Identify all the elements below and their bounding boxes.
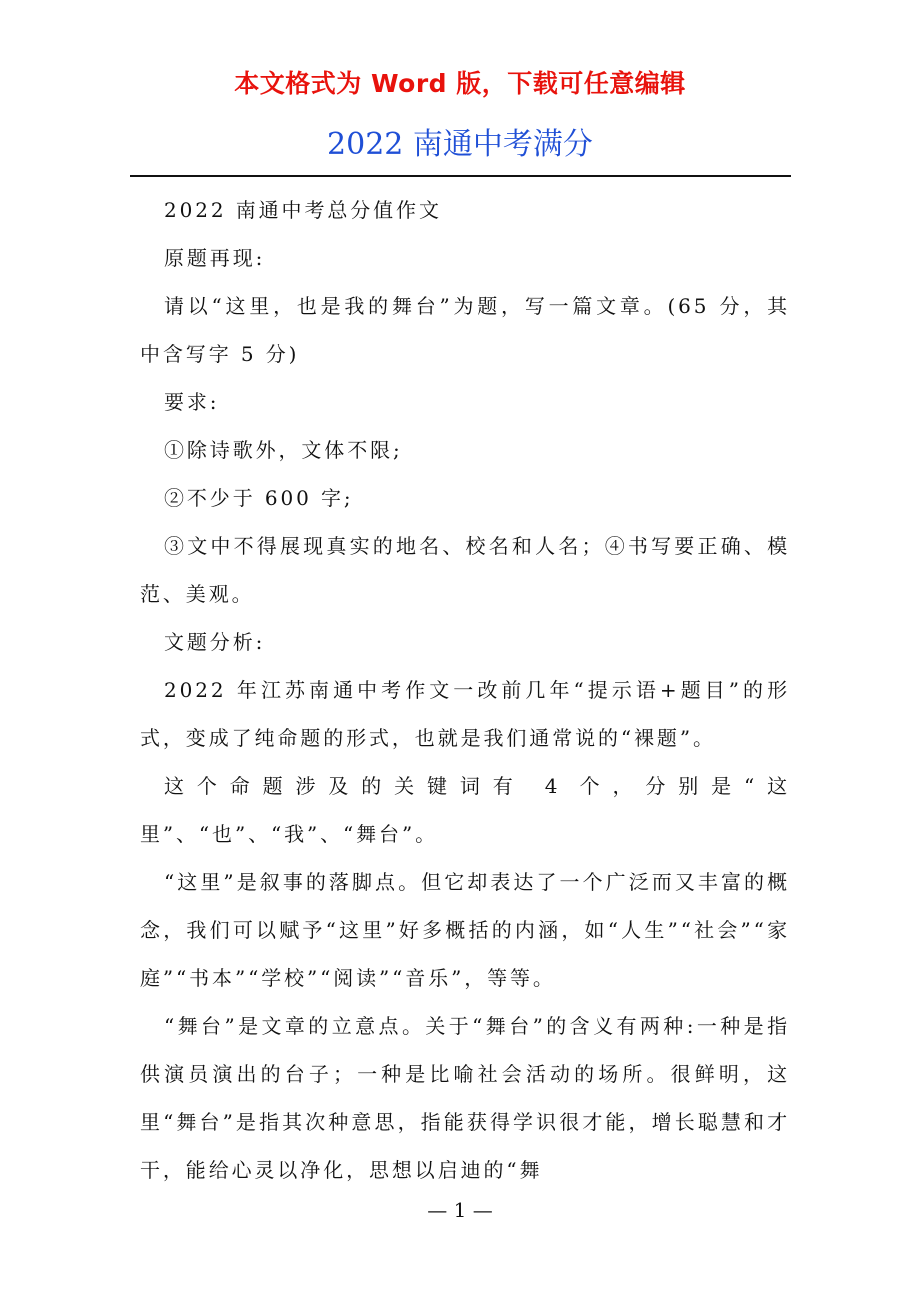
- section-original-question: 原题再现:: [164, 246, 266, 270]
- question-prompt: 请以“这里，也是我的舞台”为题，写一篇文章。(65 分，其中含写字 5 分): [140, 294, 790, 366]
- analysis-paragraph: 2022 年江苏南通中考作文一改前几年“提示语+题目”的形式，变成了纯命题的形式，也就是我们通常说的“裸题”。: [140, 678, 790, 750]
- header-divider: [130, 175, 791, 177]
- essay-heading: 2022 南通中考总分值作文: [164, 198, 442, 222]
- format-notice: 本文格式为 Word 版，下载可任意编辑: [234, 69, 686, 98]
- page-number: — 1 —: [427, 1198, 493, 1222]
- analysis-paragraph: “这里”是叙事的落脚点。但它却表达了一个广泛而又丰富的概念，我们可以赋予“这里”好多概括的内涵，如“人生”“社会”“家庭”“书本”“学校”“阅读”“音乐”，等等。: [140, 870, 790, 990]
- page-title: 2022 南通中考满分: [327, 127, 593, 162]
- section-analysis: 文题分析:: [164, 630, 266, 654]
- requirement-2: ②不少于 600 字;: [164, 486, 354, 510]
- section-requirements: 要求:: [164, 390, 220, 414]
- article-body: [140, 186, 790, 1194]
- requirement-1: ①除诗歌外，文体不限;: [164, 438, 403, 462]
- analysis-paragraph: 这个命题涉及的关键词有 4 个，分别是“这里”、“也”、“我”、“舞台”。: [140, 774, 790, 846]
- requirement-3-4: ③文中不得展现真实的地名、校名和人名；④书写要正确、模范、美观。: [140, 534, 790, 606]
- analysis-paragraph: “舞台”是文章的立意点。关于“舞台”的含义有两种:一种是指供演员演出的台子；一种是比喻社会活动的场所。很鲜明，这里“舞台”是指其次种意思，指能获得学识很才能，增长聪慧和才干，能给心灵以净化，思想以启迪的“舞: [140, 1014, 790, 1182]
